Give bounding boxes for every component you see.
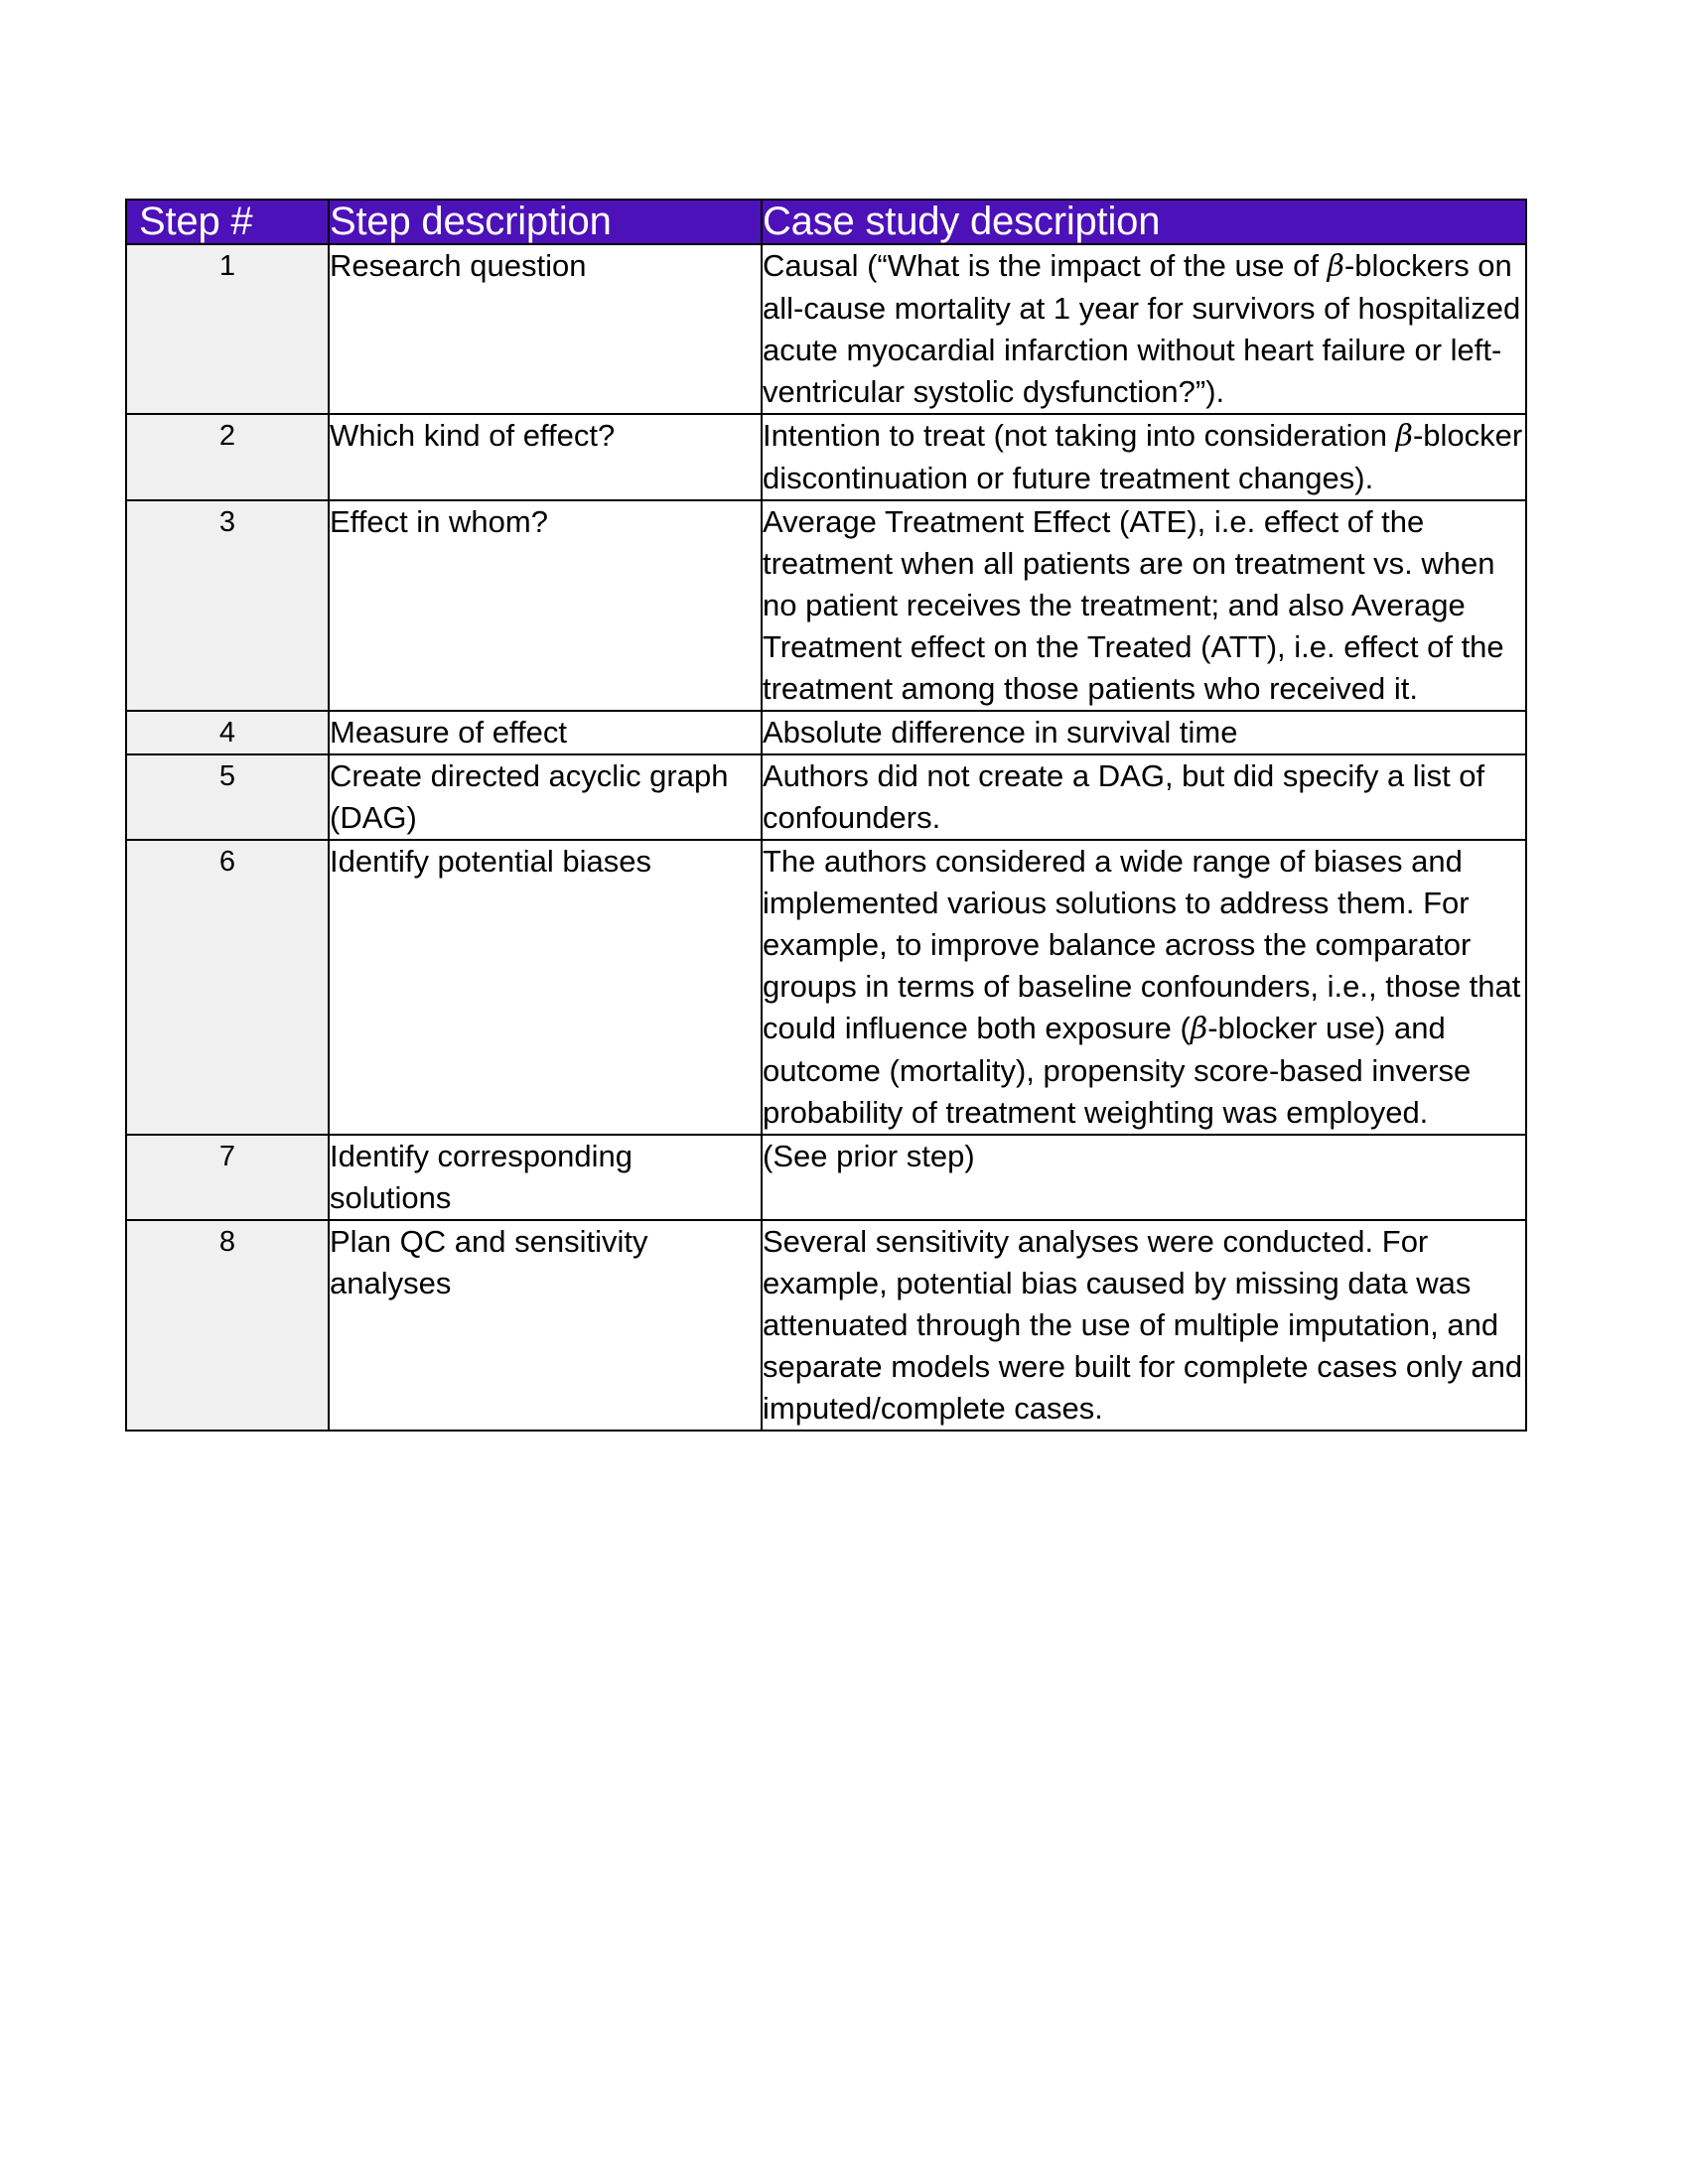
cell-case-study-description: Intention to treat (not taking into consideration β-blocker discontinuation or future treatment changes). <box>762 414 1526 500</box>
table-row <box>126 711 1526 754</box>
column-header-case-study-description: Case study description <box>762 200 1526 244</box>
table-row <box>126 244 1526 414</box>
cell-step-number: 4 <box>126 711 329 754</box>
cell-step-description: Create directed acyclic graph (DAG) <box>329 754 762 840</box>
cell-step-description: Identify corresponding solutions <box>329 1135 762 1220</box>
beta-glyph: β <box>1327 249 1344 285</box>
table-row <box>126 754 1526 840</box>
cell-case-study-description: (See prior step) <box>762 1135 1526 1220</box>
causal-inference-steps-table <box>125 199 1527 1432</box>
cell-step-description: Measure of effect <box>329 711 762 754</box>
cell-step-number: 5 <box>126 754 329 840</box>
column-header-step-description: Step description <box>329 200 762 244</box>
cell-step-description: Research question <box>329 244 762 414</box>
cell-step-description: Identify potential biases <box>329 840 762 1135</box>
cell-case-study-description: The authors considered a wide range of biases and implemented various solutions to address them. For example, to improve balance across the comparator groups in terms of baseline confounders, i.e., those that could influence both exposure (β-blocker use) and outcome (mortality), propensity score-based inverse probability of treatment weighting was employed. <box>762 840 1526 1135</box>
table-row <box>126 1220 1526 1431</box>
beta-glyph: β <box>1395 419 1413 455</box>
table-row <box>126 414 1526 500</box>
cell-case-study-description: Causal (“What is the impact of the use of β-blockers on all-cause mortality at 1 year for survivors of hospitalized acute myocardial infarction without heart failure or left-ventricular systolic dysfunction?”). <box>762 244 1526 414</box>
cell-step-number: 3 <box>126 500 329 711</box>
cell-case-study-description: Several sensitivity analyses were conducted. For example, potential bias caused by missing data was attenuated through the use of multiple imputation, and separate models were built for complete cases only and imputed/complete cases. <box>762 1220 1526 1431</box>
cell-step-description: Plan QC and sensitivity analyses <box>329 1220 762 1431</box>
table-row <box>126 1135 1526 1220</box>
beta-glyph: β <box>1190 1012 1208 1047</box>
cell-step-number: 2 <box>126 414 329 500</box>
cell-step-description: Which kind of effect? <box>329 414 762 500</box>
cell-step-number: 8 <box>126 1220 329 1431</box>
table-row <box>126 500 1526 711</box>
cell-case-study-description: Authors did not create a DAG, but did specify a list of confounders. <box>762 754 1526 840</box>
cell-step-number: 7 <box>126 1135 329 1220</box>
cell-step-number: 6 <box>126 840 329 1135</box>
table-body <box>126 244 1526 1431</box>
table-header-row <box>126 200 1526 244</box>
cell-case-study-description: Absolute difference in survival time <box>762 711 1526 754</box>
table-header <box>126 200 1526 244</box>
steps-table-container <box>125 199 1525 1432</box>
cell-step-number: 1 <box>126 244 329 414</box>
column-header-step-number: Step # <box>126 200 329 244</box>
table-row <box>126 840 1526 1135</box>
cell-case-study-description: Average Treatment Effect (ATE), i.e. effect of the treatment when all patients are on treatment vs. when no patient receives the treatment; and also Average Treatment effect on the Treated (ATT), i.e. effect of the treatment among those patients who received it. <box>762 500 1526 711</box>
cell-step-description: Effect in whom? <box>329 500 762 711</box>
